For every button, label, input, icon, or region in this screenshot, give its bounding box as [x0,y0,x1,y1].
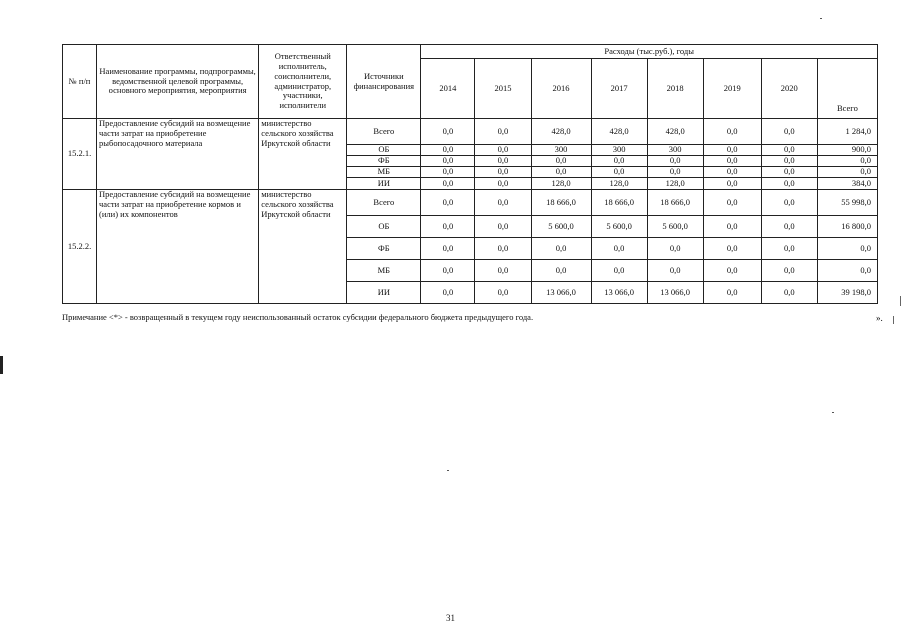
scan-artifact [893,316,894,324]
year-amount: 300 [647,145,703,156]
header-year: 2018 [647,59,703,119]
funding-source: ОБ [347,145,421,156]
total-amount: 0,0 [817,238,877,260]
funding-source: ИИ [347,282,421,304]
year-amount: 5 600,0 [531,216,591,238]
year-amount: 0,0 [591,156,647,167]
year-amount: 0,0 [703,178,761,190]
year-amount: 0,0 [421,119,475,145]
year-amount: 0,0 [761,178,817,190]
year-amount: 0,0 [703,145,761,156]
header-name: Наименование программы, подпрограммы, ведомственной целевой программы, основного мероприятия, мероприятия [97,45,259,119]
year-amount: 0,0 [761,282,817,304]
year-amount: 0,0 [703,156,761,167]
header-num: № п/п [63,45,97,119]
measure-name: Предоставление субсидий на возмещение части затрат на приобретение рыбопосадочного материала [97,119,259,190]
year-amount: 0,0 [475,282,531,304]
page-number: 31 [446,613,455,623]
funding-source: ФБ [347,156,421,167]
responsible-executor: министерство сельского хозяйства Иркутской области [259,119,347,190]
closing-quote: ». [876,313,883,323]
year-amount: 0,0 [475,167,531,178]
total-amount: 39 198,0 [817,282,877,304]
year-amount: 0,0 [647,238,703,260]
row-number: 15.2.2. [63,190,97,304]
funding-source: Всего [347,119,421,145]
year-amount: 0,0 [761,156,817,167]
funding-source: МБ [347,167,421,178]
total-amount: 900,0 [817,145,877,156]
header-total: Всего [817,59,877,119]
year-amount: 0,0 [421,178,475,190]
year-amount: 13 066,0 [591,282,647,304]
total-amount: 0,0 [817,167,877,178]
total-amount: 55 998,0 [817,190,877,216]
year-amount: 0,0 [475,216,531,238]
financing-table [62,44,878,304]
year-amount: 0,0 [421,167,475,178]
year-amount: 0,0 [703,260,761,282]
year-amount: 300 [591,145,647,156]
year-amount: 0,0 [421,260,475,282]
total-amount: 0,0 [817,260,877,282]
year-amount: 0,0 [761,260,817,282]
total-amount: 16 800,0 [817,216,877,238]
header-year: 2016 [531,59,591,119]
scan-artifact [820,18,822,19]
header-year: 2019 [703,59,761,119]
year-amount: 0,0 [761,119,817,145]
year-amount: 0,0 [475,260,531,282]
year-amount: 128,0 [647,178,703,190]
header-source: Источники финансирования [347,45,421,119]
scan-artifact [0,356,3,374]
year-amount: 0,0 [421,216,475,238]
year-amount: 18 666,0 [591,190,647,216]
year-amount: 13 066,0 [531,282,591,304]
year-amount: 0,0 [703,167,761,178]
total-amount: 384,0 [817,178,877,190]
year-amount: 428,0 [647,119,703,145]
funding-source: МБ [347,260,421,282]
year-amount: 0,0 [591,260,647,282]
year-amount: 0,0 [475,156,531,167]
row-number: 15.2.1. [63,119,97,190]
header-expenses: Расходы (тыс.руб.), годы [421,45,878,59]
year-amount: 0,0 [531,167,591,178]
year-amount: 0,0 [421,282,475,304]
funding-source: ОБ [347,216,421,238]
total-amount: 1 284,0 [817,119,877,145]
year-amount: 0,0 [531,156,591,167]
year-amount: 0,0 [531,260,591,282]
year-amount: 0,0 [761,216,817,238]
scan-artifact [832,412,834,413]
year-amount: 0,0 [475,119,531,145]
year-amount: 0,0 [647,167,703,178]
year-amount: 0,0 [591,167,647,178]
year-amount: 0,0 [475,178,531,190]
year-amount: 428,0 [591,119,647,145]
year-amount: 5 600,0 [647,216,703,238]
year-amount: 0,0 [703,216,761,238]
year-amount: 0,0 [703,282,761,304]
year-amount: 128,0 [531,178,591,190]
year-amount: 0,0 [591,238,647,260]
year-amount: 128,0 [591,178,647,190]
header-year: 2014 [421,59,475,119]
table-row [63,190,878,216]
year-amount: 0,0 [421,145,475,156]
year-amount: 0,0 [531,238,591,260]
header-year: 2017 [591,59,647,119]
scan-artifact [447,470,449,471]
header-exec: Ответственный исполнитель, соисполнители, администратор, участники, исполнители [259,45,347,119]
year-amount: 0,0 [761,190,817,216]
year-amount: 0,0 [475,238,531,260]
year-amount: 0,0 [475,190,531,216]
year-amount: 0,0 [647,156,703,167]
year-amount: 0,0 [703,190,761,216]
total-amount: 0,0 [817,156,877,167]
year-amount: 0,0 [761,145,817,156]
year-amount: 18 666,0 [531,190,591,216]
year-amount: 0,0 [761,167,817,178]
year-amount: 0,0 [421,156,475,167]
header-year: 2020 [761,59,817,119]
responsible-executor: министерство сельского хозяйства Иркутской области [259,190,347,304]
year-amount: 13 066,0 [647,282,703,304]
funding-source: ФБ [347,238,421,260]
year-amount: 428,0 [531,119,591,145]
year-amount: 0,0 [703,119,761,145]
funding-source: Всего [347,190,421,216]
year-amount: 0,0 [421,238,475,260]
year-amount: 0,0 [761,238,817,260]
footnote: Примечание <*> - возвращенный в текущем году неиспользованный остаток субсидии федерального бюджета предыдущего года. [62,312,534,322]
scan-artifact [900,296,901,306]
table-row [63,119,878,145]
measure-name: Предоставление субсидий на возмещение части затрат на приобретение кормов и (или) их компонентов [97,190,259,304]
year-amount: 0,0 [421,190,475,216]
year-amount: 0,0 [647,260,703,282]
header-year: 2015 [475,59,531,119]
year-amount: 18 666,0 [647,190,703,216]
year-amount: 5 600,0 [591,216,647,238]
year-amount: 0,0 [703,238,761,260]
funding-source: ИИ [347,178,421,190]
year-amount: 0,0 [475,145,531,156]
year-amount: 300 [531,145,591,156]
